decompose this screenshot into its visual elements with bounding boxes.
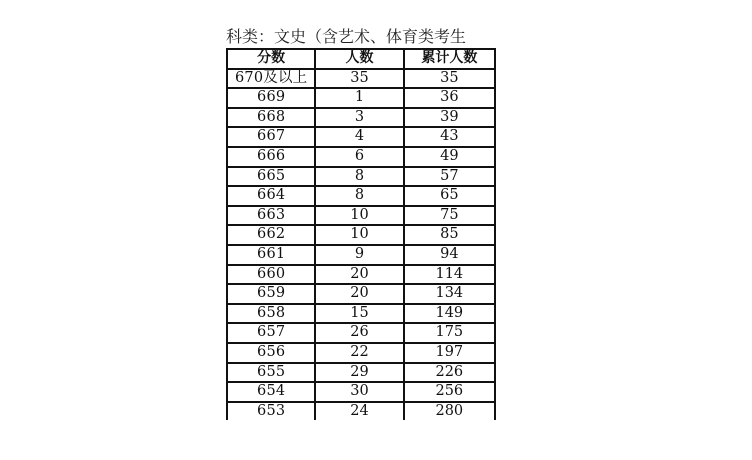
table-row bbox=[227, 186, 495, 206]
score-cell: 670及以上 bbox=[227, 69, 315, 89]
score-cell: 661 bbox=[227, 245, 315, 265]
cumulative-cell: 65 bbox=[404, 186, 495, 206]
score-cell: 664 bbox=[227, 186, 315, 206]
count-cell: 26 bbox=[315, 323, 403, 343]
cumulative-cell: 49 bbox=[404, 147, 495, 167]
table-row bbox=[227, 363, 495, 383]
cumulative-cell: 149 bbox=[404, 304, 495, 324]
count-cell: 10 bbox=[315, 225, 403, 245]
table-row bbox=[227, 206, 495, 226]
table-row bbox=[227, 382, 495, 402]
score-cell: 660 bbox=[227, 265, 315, 285]
score-cell: 656 bbox=[227, 343, 315, 363]
score-cell: 668 bbox=[227, 108, 315, 128]
score-cell: 665 bbox=[227, 167, 315, 187]
score-distribution-table bbox=[226, 48, 496, 420]
header-count: 人数 bbox=[315, 49, 403, 69]
cumulative-cell: 57 bbox=[404, 167, 495, 187]
table-row bbox=[227, 245, 495, 265]
count-cell: 30 bbox=[315, 382, 403, 402]
table-row bbox=[227, 265, 495, 285]
score-cell: 659 bbox=[227, 284, 315, 304]
cumulative-cell: 39 bbox=[404, 108, 495, 128]
cumulative-cell: 226 bbox=[404, 363, 495, 383]
table-row bbox=[227, 88, 495, 108]
table-row bbox=[227, 69, 495, 89]
score-cell: 663 bbox=[227, 206, 315, 226]
count-cell: 29 bbox=[315, 363, 403, 383]
cumulative-cell: 197 bbox=[404, 343, 495, 363]
table-row bbox=[227, 284, 495, 304]
count-cell: 1 bbox=[315, 88, 403, 108]
table-body bbox=[227, 69, 495, 421]
table-caption: 科类：文史（含艺术、体育类考生 bbox=[226, 27, 467, 46]
table-row bbox=[227, 225, 495, 245]
cumulative-cell: 43 bbox=[404, 127, 495, 147]
score-cell: 667 bbox=[227, 127, 315, 147]
cumulative-cell: 134 bbox=[404, 284, 495, 304]
score-cell: 653 bbox=[227, 402, 315, 421]
cumulative-cell: 114 bbox=[404, 265, 495, 285]
score-cell: 662 bbox=[227, 225, 315, 245]
table-row bbox=[227, 127, 495, 147]
table-header-row bbox=[227, 49, 495, 69]
score-cell: 658 bbox=[227, 304, 315, 324]
table-row bbox=[227, 343, 495, 363]
score-cell: 657 bbox=[227, 323, 315, 343]
cumulative-cell: 85 bbox=[404, 225, 495, 245]
cumulative-cell: 175 bbox=[404, 323, 495, 343]
count-cell: 22 bbox=[315, 343, 403, 363]
table-row bbox=[227, 167, 495, 187]
cumulative-cell: 36 bbox=[404, 88, 495, 108]
cumulative-cell: 280 bbox=[404, 402, 495, 421]
count-cell: 3 bbox=[315, 108, 403, 128]
header-score: 分数 bbox=[227, 49, 315, 69]
table-row bbox=[227, 304, 495, 324]
score-cell: 654 bbox=[227, 382, 315, 402]
score-cell: 669 bbox=[227, 88, 315, 108]
table-row bbox=[227, 323, 495, 343]
score-cell: 666 bbox=[227, 147, 315, 167]
cumulative-cell: 75 bbox=[404, 206, 495, 226]
count-cell: 15 bbox=[315, 304, 403, 324]
table-row bbox=[227, 108, 495, 128]
count-cell: 10 bbox=[315, 206, 403, 226]
count-cell: 8 bbox=[315, 167, 403, 187]
cumulative-cell: 94 bbox=[404, 245, 495, 265]
table-row bbox=[227, 147, 495, 167]
cumulative-cell: 256 bbox=[404, 382, 495, 402]
count-cell: 20 bbox=[315, 265, 403, 285]
table-row bbox=[227, 402, 495, 421]
count-cell: 9 bbox=[315, 245, 403, 265]
count-cell: 35 bbox=[315, 69, 403, 89]
score-cell: 655 bbox=[227, 363, 315, 383]
count-cell: 24 bbox=[315, 402, 403, 421]
count-cell: 6 bbox=[315, 147, 403, 167]
cumulative-cell: 35 bbox=[404, 69, 495, 89]
header-cumulative: 累计人数 bbox=[404, 49, 495, 69]
count-cell: 8 bbox=[315, 186, 403, 206]
count-cell: 4 bbox=[315, 127, 403, 147]
count-cell: 20 bbox=[315, 284, 403, 304]
